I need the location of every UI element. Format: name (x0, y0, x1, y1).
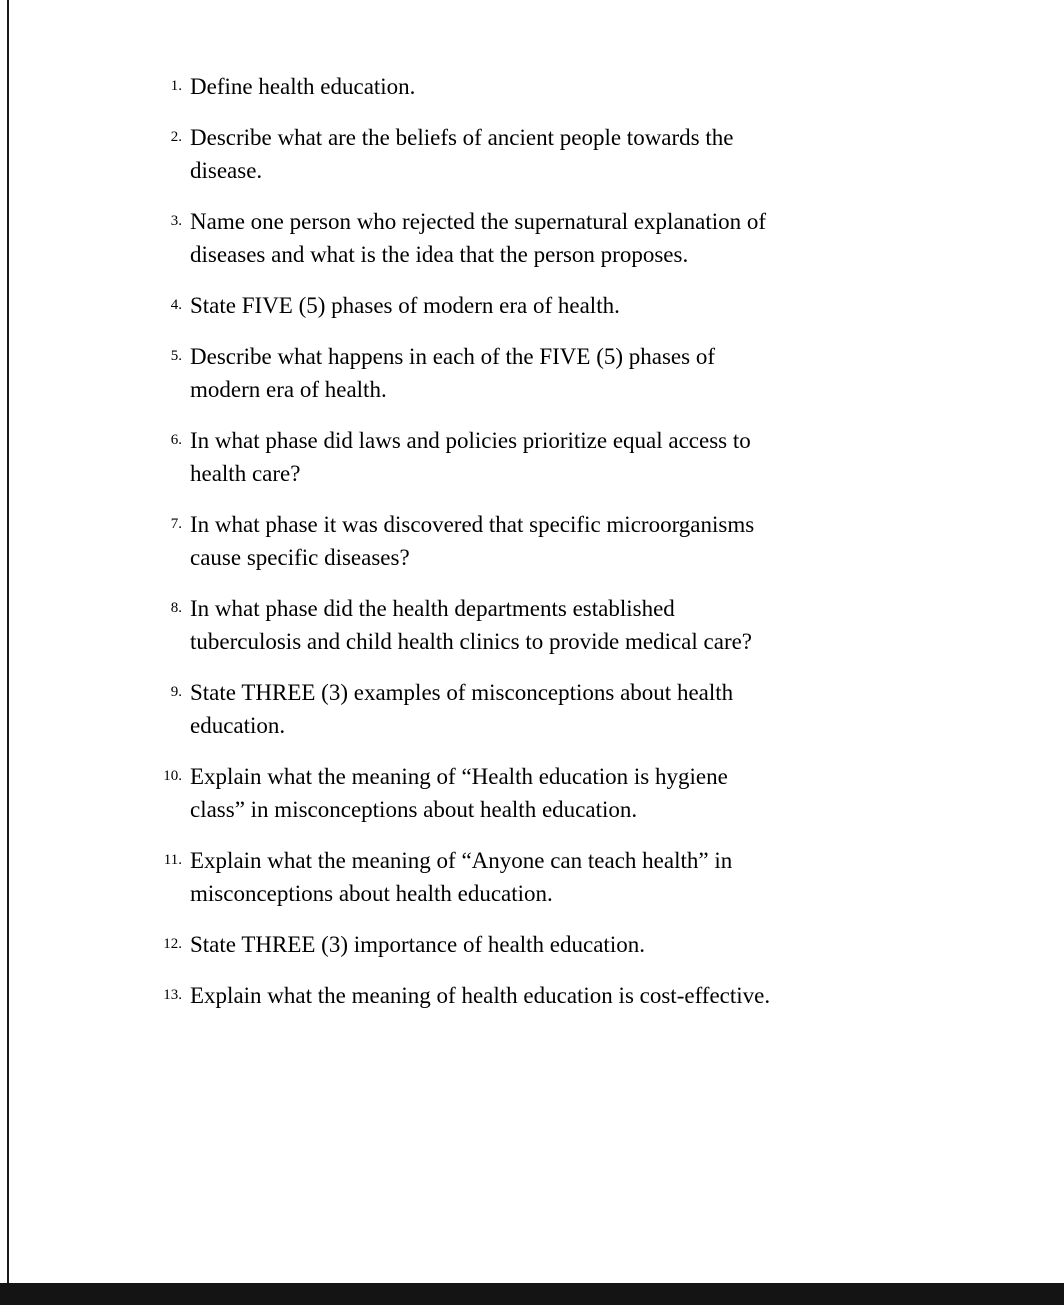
question-number: 7. (170, 516, 182, 532)
question-text: Explain what the meaning of “Anyone can teach health” in (190, 848, 733, 873)
question-number: 6. (170, 432, 182, 448)
page-bottom-edge (0, 1283, 1064, 1305)
question-item-5 (156, 340, 956, 406)
question-item-1 (156, 70, 956, 103)
question-number: 13. (163, 987, 182, 1003)
question-text: Explain what the meaning of “Health education is hygiene (190, 764, 728, 789)
question-item-2 (156, 121, 956, 187)
question-text: State FIVE (5) phases of modern era of health. (190, 293, 620, 318)
question-text: class” in misconceptions about health education. (190, 797, 638, 822)
question-text: Define health education. (190, 74, 416, 99)
question-item-3 (156, 205, 956, 271)
question-number: 1. (170, 78, 182, 94)
question-text: In what phase it was discovered that specific microorganisms (190, 512, 755, 537)
question-text: education. (190, 713, 286, 738)
question-number: 3. (170, 213, 182, 229)
question-text: Describe what are the beliefs of ancient people towards the (190, 125, 734, 150)
question-item-13 (156, 979, 956, 1012)
question-number: 10. (163, 768, 182, 784)
question-item-4 (156, 289, 956, 322)
question-text: Name one person who rejected the supernatural explanation of (190, 209, 767, 234)
question-text: modern era of health. (190, 377, 387, 402)
question-number: 8. (170, 600, 182, 616)
question-item-7 (156, 508, 956, 574)
question-number: 5. (170, 348, 182, 364)
question-item-12 (156, 928, 956, 961)
question-text: In what phase did the health departments established (190, 596, 675, 621)
question-text: State THREE (3) importance of health education. (190, 932, 645, 957)
question-number: 4. (170, 297, 182, 313)
question-number: 11. (163, 852, 182, 868)
question-text: cause specific diseases? (190, 545, 410, 570)
question-text: disease. (190, 158, 263, 183)
question-text: In what phase did laws and policies prioritize equal access to (190, 428, 751, 453)
question-text: tuberculosis and child health clinics to provide medical care? (190, 629, 753, 654)
question-item-9 (156, 676, 956, 742)
question-text: Describe what happens in each of the FIVE (5) phases of (190, 344, 715, 369)
question-item-10 (156, 760, 956, 826)
question-text: diseases and what is the idea that the person proposes. (190, 242, 689, 267)
question-list (156, 70, 956, 1030)
question-number: 12. (163, 936, 182, 952)
question-number: 2. (170, 129, 182, 145)
question-item-6 (156, 424, 956, 490)
question-text: health care? (190, 461, 301, 486)
question-number: 9. (170, 684, 182, 700)
question-item-8 (156, 592, 956, 658)
question-text: Explain what the meaning of health education is cost-effective. (190, 983, 771, 1008)
question-text: State THREE (3) examples of misconceptions about health (190, 680, 734, 705)
question-text: misconceptions about health education. (190, 881, 553, 906)
page-left-border (7, 0, 9, 1283)
question-item-11 (156, 844, 956, 910)
